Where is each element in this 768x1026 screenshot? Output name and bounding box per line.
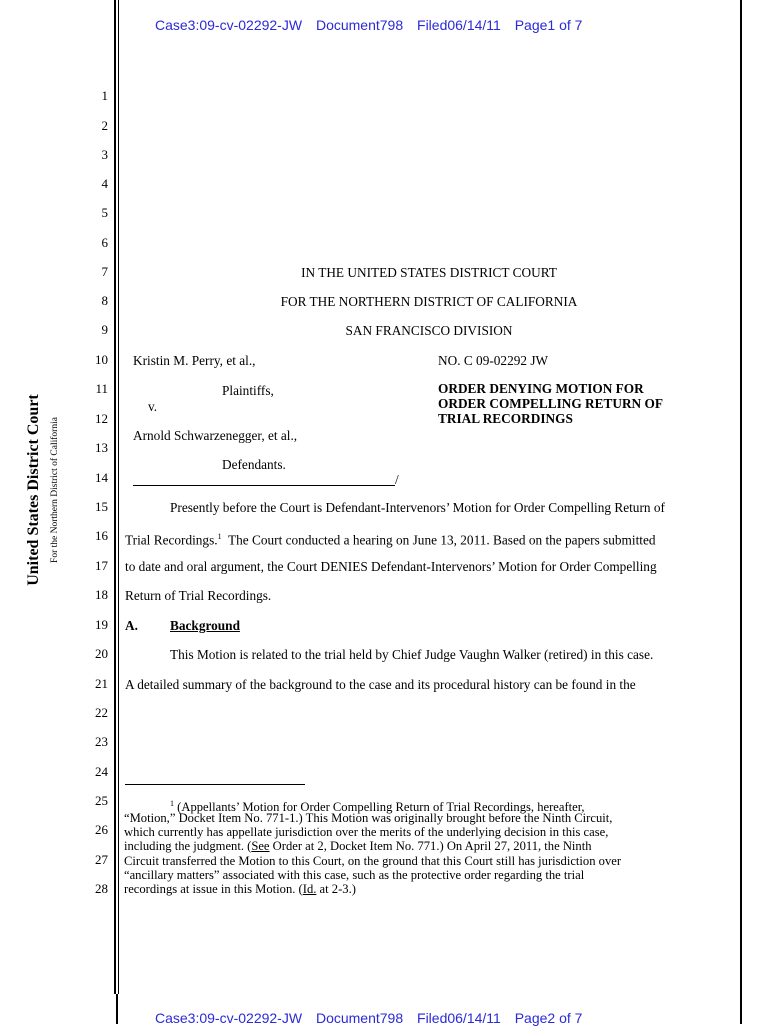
body-para2-line1: This Motion is related to the trial held by Chief Judge Vaughn Walker (retired) in this case. [170,647,654,662]
line-number: 1 [101,88,108,103]
footnote-line2: “Motion,” Docket Item No. 771-1.) This Motion was originally brought before the Ninth Circuit, [124,811,613,825]
page-header [155,17,592,33]
sidebar-court-title: United States District Court [25,394,42,586]
line-number: 22 [95,705,108,720]
line-number: 16 [95,528,108,543]
line-number: 23 [95,734,108,749]
footnote-text: (Appellants’ Motion for Order Compelling Return of Trial Recordings, hereafter, [177,800,585,815]
line-number: 3 [101,147,108,162]
body-para1-line3: to date and oral argument, the Court DENIES Defendant-Intervenors’ Motion for Order Compelling [125,559,657,574]
body-para1-line1: Presently before the Court is Defendant-Intervenors’ Motion for Order Compelling Return of [170,500,665,515]
right-margin-rule-next-page [740,994,742,1024]
line-number: 13 [95,440,108,455]
line-number: 6 [101,235,108,250]
line-number: 24 [95,764,108,779]
left-margin-rule-inner [118,0,119,994]
line-number: 26 [95,822,108,837]
footnote-line3: which currently has appellate jurisdiction over the merits of the underlying decision in this case, [124,825,609,839]
right-margin-rule [740,0,742,994]
line-number: 27 [95,852,108,867]
footnote-see-cite: See [251,839,270,853]
line-number: 14 [95,470,108,485]
caption-plaintiff-role: Plaintiffs, [222,383,274,398]
header-page-count: Page1 of 7 [514,17,583,33]
court-heading-line3: SAN FRANCISCO DIVISION [345,323,513,338]
line-number: 5 [101,205,108,220]
body-para1-text: Trial Recordings. [125,532,218,548]
sidebar-court-subtitle: For the Northern District of California [50,417,60,563]
footnote-line4 [124,840,724,853]
line-number: 18 [95,587,108,602]
footnote-marker: 1 [217,532,222,541]
line-number: 19 [95,617,108,632]
caption-defendant-role: Defendants. [222,457,286,472]
header-page-count: Page2 of 7 [514,1010,583,1026]
footnote-id-cite: Id. [302,882,317,896]
body-para1-text-cont: The Court conducted a hearing on June 13, 2011. Based on the papers submitted [228,532,656,548]
line-number: 11 [95,381,108,396]
footnote-line6: “ancillary matters” associated with this case, such as the protective order regarding the trial [124,868,585,882]
footnote-line5: Circuit transferred the Motion to this Court, on the ground that this Court still has jurisdiction over [124,854,622,868]
footnote-number: 1 [170,799,174,808]
line-number: 10 [95,352,108,367]
header-filed-date: Filed06/14/11 [417,1010,501,1026]
order-title-line2: ORDER COMPELLING RETURN OF [438,396,663,411]
caption-versus: v. [148,399,158,414]
line-number: 7 [101,264,108,279]
header-case-number: Case3:09-cv-02292-JW [155,1010,303,1026]
court-heading-line1: IN THE UNITED STATES DISTRICT COURT [301,265,557,280]
line-number: 4 [101,176,108,191]
section-letter: A. [125,618,138,633]
footnote-separator [125,784,305,785]
footnote-text: Order at 2, Docket Item No. 771.) On April 27, 2011, the Ninth [269,839,592,853]
footnote-text: at 2-3.) [316,882,356,896]
line-number: 21 [95,676,108,691]
caption-defendant-name: Arnold Schwarzenegger, et al., [133,428,298,443]
header-document-number: Document798 [315,17,404,33]
body-para1-line2 [125,529,656,547]
caption-slash: / [395,472,399,487]
line-number: 9 [101,322,108,337]
left-margin-rule-next-page [116,994,118,1024]
header-filed-date: Filed06/14/11 [417,17,501,33]
line-number: 25 [95,793,108,808]
left-margin-rule-outer [114,0,116,994]
order-title-line3: TRIAL RECORDINGS [438,411,573,426]
line-number: 15 [95,499,108,514]
caption-case-number: NO. C 09-02292 JW [438,353,549,368]
line-number: 20 [95,646,108,661]
line-number: 8 [101,293,108,308]
footnote-line7 [124,883,724,896]
footnote-text: including the judgment. ( [124,839,252,853]
section-title [170,618,240,633]
line-number: 12 [95,411,108,426]
body-para2-line2: A detailed summary of the background to the case and its procedural history can be found in the [125,677,636,692]
header-document-number: Document798 [315,1010,404,1026]
caption-plaintiff-name: Kristin M. Perry, et al., [133,353,256,368]
body-para1-line4: Return of Trial Recordings. [125,588,272,603]
line-number: 2 [101,118,108,133]
footnote-text: recordings at issue in this Motion. ( [124,882,303,896]
section-title-text: Background [170,618,240,633]
order-title-line1: ORDER DENYING MOTION FOR [438,381,644,396]
header-case-number: Case3:09-cv-02292-JW [155,17,303,33]
caption-signature-line [133,485,395,486]
line-number: 28 [95,881,108,896]
line-number: 17 [95,558,108,573]
court-heading-line2: FOR THE NORTHERN DISTRICT OF CALIFORNIA [280,294,578,309]
